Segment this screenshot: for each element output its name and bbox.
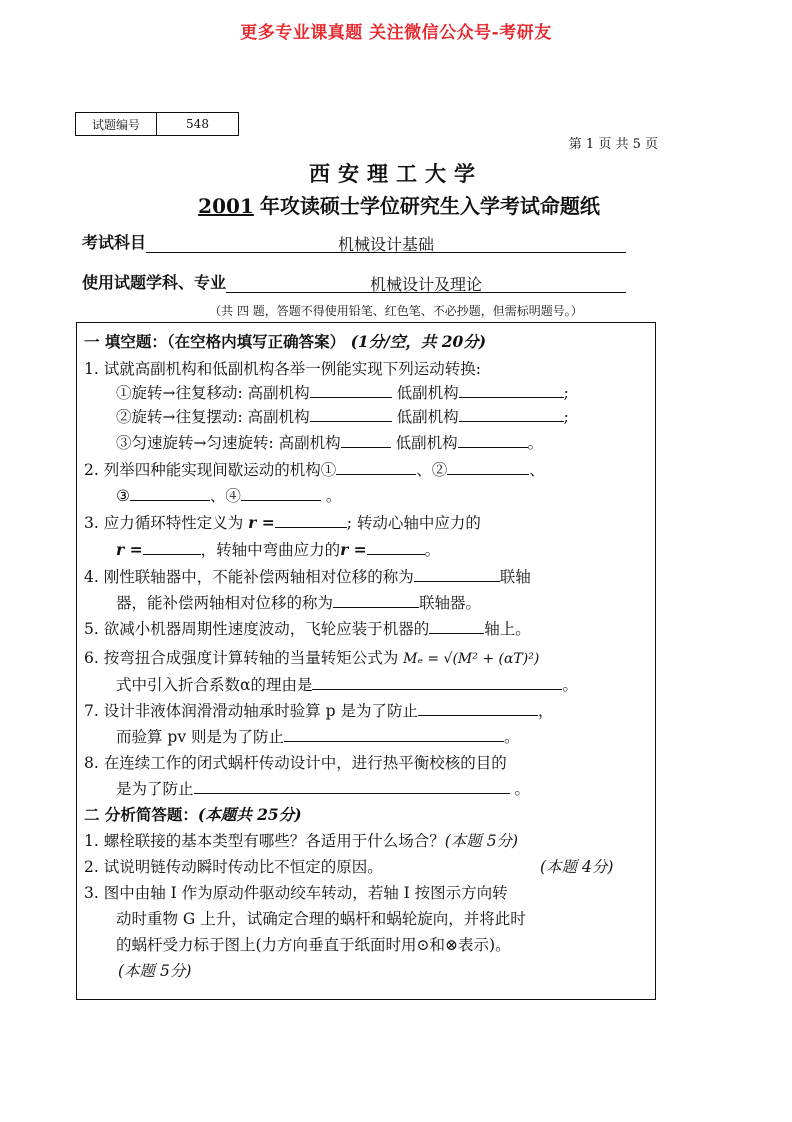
q2-label: 2. 列举四种能实现间歇运动的机构① [84, 461, 337, 479]
q1b-label: ②旋转→往复摆动: 高副机构 [116, 408, 310, 426]
s2-q1-text: 1. 螺栓联接的基本类型有哪些？各适用于什么场合？ [84, 832, 445, 850]
q3b [116, 538, 440, 560]
q4b-end: 联轴器。 [419, 594, 482, 612]
q1c-blank1[interactable] [341, 432, 391, 448]
q4-end: 联轴 [499, 568, 531, 586]
q1a-label: ①旋转→往复移动: 高副机构 [116, 384, 310, 402]
section2-heading [84, 803, 302, 825]
section1-title: 一 填空题：（在空格内填写正确答案） [84, 332, 346, 351]
q2-blank1[interactable] [336, 459, 416, 475]
q7b-label: 而验算 pv 则是为了防止 [116, 728, 285, 746]
s2-q2 [84, 855, 383, 877]
q3-blank3[interactable] [367, 539, 425, 555]
s2-q2-score: (本题 4分) [540, 858, 614, 876]
q1c-mid: 低副机构 [395, 434, 458, 452]
q7-blank2[interactable] [284, 726, 504, 742]
q8b-label: 是为了防止 [116, 780, 194, 798]
exam-title-text: 年攻读硕士学位研究生入学考试命题纸 [259, 194, 600, 218]
q6b [116, 673, 578, 695]
q3-blank1[interactable] [275, 512, 347, 528]
subject-field [82, 230, 626, 253]
top-banner: 更多专业课真题 关注微信公众号-考研友 [240, 23, 552, 43]
q1b-blank2[interactable] [459, 406, 564, 422]
subject-label: 考试科目 [82, 233, 147, 252]
exam-title [0, 190, 792, 219]
q5-end: 轴上。 [484, 620, 531, 638]
q4b [116, 591, 481, 613]
subject-value: 机械设计基础 [146, 232, 626, 253]
q2-blank4[interactable] [241, 485, 321, 501]
q4 [84, 565, 531, 587]
q2b [116, 484, 341, 506]
q1a-blank1[interactable] [310, 382, 392, 398]
exam-code-label: 试题编号 [76, 113, 157, 135]
q4-blank2[interactable] [333, 592, 419, 608]
q8-blank[interactable] [194, 778, 510, 794]
q3-r-symbol: r = [248, 513, 275, 532]
q2b-end: 。 [325, 487, 342, 505]
q2 [84, 458, 545, 480]
q6-blank[interactable] [312, 674, 562, 690]
s2-q3-score: (本题 5分) [118, 962, 192, 980]
exam-code-box [75, 112, 239, 136]
q6b-end: 。 [562, 676, 578, 694]
q2b-label: ③ [116, 487, 130, 505]
q5-label: 5. 欲减小机器周期性速度波动，飞轮应装于机器的 [84, 620, 430, 638]
q7 [84, 699, 554, 721]
q3-blank2[interactable] [143, 539, 201, 555]
exam-year: 2001 [198, 194, 254, 218]
q3 [84, 511, 481, 533]
q1a-blank2[interactable] [459, 382, 564, 398]
q3b-r2-symbol: r = [340, 540, 367, 559]
q2b-sep: 、④ [209, 487, 241, 505]
exam-note: （共 四 题，答题不得使用铅笔、红色笔、不必抄题，但需标明题号。） [209, 304, 583, 318]
q2-blank2[interactable] [447, 459, 529, 475]
q6-formula: Mₑ = √(M² + (αT)²) [403, 651, 540, 667]
q3-label: 3. 应力循环特性定义为 [84, 514, 244, 532]
q5-blank[interactable] [429, 618, 484, 634]
q1c: ③匀速旋转→匀速旋转: 高副机构 低副机构 。 [116, 434, 544, 452]
s2-q3-line1: 3. 图中由轴 I 作为原动件驱动绞车转动，若轴 I 按图示方向转 [84, 884, 508, 902]
q8-text: 8. 在连续工作的闭式蜗杆传动设计中，进行热平衡校核的目的 [84, 754, 507, 772]
exam-code-value: 548 [186, 117, 209, 131]
q1-text: 1. 试就高副机构和低副机构各举一例能实现下列运动转换: [84, 360, 481, 378]
q3b-r-symbol: r = [116, 540, 143, 559]
q5 [84, 617, 531, 639]
q6 [84, 646, 539, 668]
q1c-blank2[interactable] [458, 432, 528, 448]
major-field [82, 270, 626, 293]
s2-q2-text: 2. 试说明链传动瞬时传动比不恒定的原因。 [84, 858, 383, 876]
q3b-mid: ，转轴中弯曲应力的 [200, 541, 341, 559]
q1b-mid: 低副机构 [396, 408, 459, 426]
q1b: ②旋转→往复摆动: 高副机构 低副机构 ; [116, 408, 569, 426]
q7b [116, 725, 520, 747]
q8b-end: 。 [514, 780, 530, 798]
q4b-label: 器，能补偿两轴相对位移的称为 [116, 594, 334, 612]
major-value: 机械设计及理论 [226, 272, 626, 293]
s2-q3-line3: 的蜗杆受力标于图上(力方向垂直于纸面时用⊙和⊗表示)。 [116, 936, 511, 954]
section1-score: (1分/空，共 20分) [350, 332, 487, 351]
university-name: 西安理工大学 [309, 161, 483, 186]
q1a: ①旋转→往复移动: 高副机构 低副机构 ; [116, 384, 569, 402]
section2-score: (本题共 25分) [197, 805, 302, 824]
q1a-mid: 低副机构 [396, 384, 459, 402]
page-info: 第 1 页 共 5 页 [568, 137, 658, 152]
q6-label: 6. 按弯扭合成强度计算转轴的当量转矩公式为 [84, 649, 399, 667]
q4-label: 4. 刚性联轴器中，不能补偿两轴相对位移的称为 [84, 568, 414, 586]
q3-mid: ; 转动心轴中应力的 [346, 514, 481, 532]
q4-blank1[interactable] [414, 566, 500, 582]
q7-end: ， [538, 702, 554, 720]
section1-heading [84, 330, 486, 352]
q7-blank1[interactable] [418, 700, 538, 716]
q7-label: 7. 设计非液体润滑滑动轴承时验算 p 是为了防止 [84, 702, 418, 720]
section2-title: 二 分析简答题： [84, 805, 198, 824]
s2-q3-line2: 动时重物 G 上升，试确定合理的蜗杆和蜗轮旋向，并将此时 [116, 910, 526, 928]
q8b [116, 777, 530, 799]
q2-sep2: 、 [529, 461, 545, 479]
q6b-label: 式中引入折合系数α的理由是 [116, 676, 313, 694]
q3b-end: 。 [424, 541, 441, 559]
q1b-blank1[interactable] [310, 406, 392, 422]
s2-q1-score: (本题 5分) [444, 832, 519, 850]
q1c-label: ③匀速旋转→匀速旋转: 高副机构 [116, 434, 341, 452]
s2-q1 [84, 829, 518, 851]
major-label: 使用试题学科、专业 [82, 273, 227, 292]
q7b-end: 。 [504, 728, 520, 746]
q2-blank3[interactable] [130, 485, 210, 501]
q2-sep1: 、② [416, 461, 448, 479]
